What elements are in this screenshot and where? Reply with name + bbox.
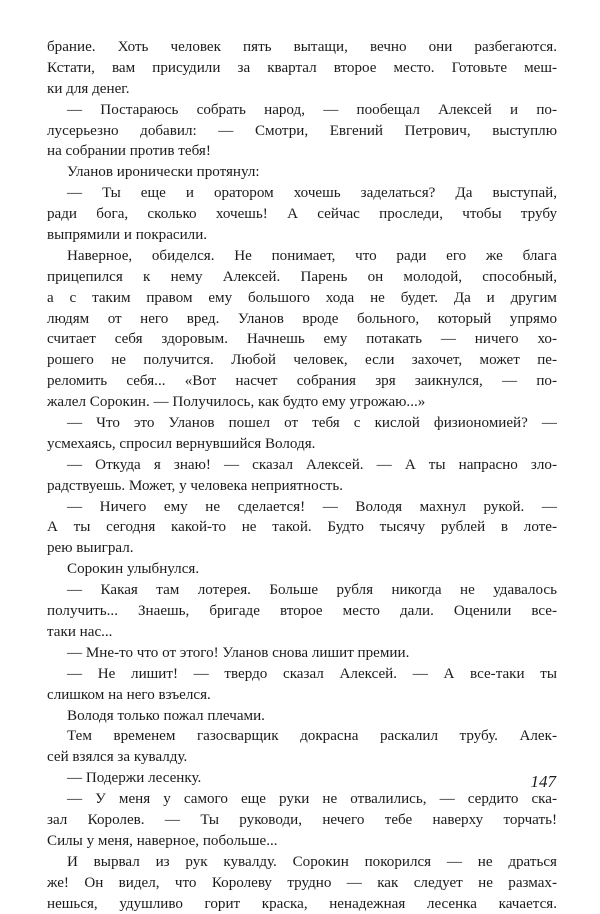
text-line: — Постараюсь собрать народ, — пообещал Алексей и по- [67,101,557,118]
text-line: людям от него вред. Уланов вроде больного, который упрямо [47,310,557,327]
page-number: 147 [530,772,556,791]
text-line: ради бога, сколько хочешь! А сейчас проследи, чтобы трубу [47,206,557,223]
text-line: таки нас... [47,623,113,640]
text-line: ки для денег. [47,80,130,97]
text-line: зал Королев. — Ты руководи, нечего тебе наверху торчать! [47,811,557,828]
text-line: Силы у меня, наверное, побольше... [47,832,278,849]
text-line: Тем временем газосварщик докрасна раскалил трубу. Алек- [67,728,557,745]
text-line: Сорокин улыбнулся. [67,561,200,578]
text-line: И вырвал из рук кувалду. Сорокин покорился — не драться [67,853,557,870]
text-line: А ты сегодня какой-то не такой. Будто тысячу рублей в лоте- [47,519,557,536]
text-line: — Ничего ему не сделается! — Володя махнул рукой. — [67,498,557,515]
text-line: Кстати, вам присудили за квартал второе место. Готовьте меш- [47,59,557,76]
text-line: — Подержи лесенку. [67,770,202,787]
text-line: реломить себя... «Вот насчет собрания зря заикнулся, — по- [47,373,557,390]
text-line: радствуешь. Может, у человека неприятность. [47,477,344,494]
text-line: — У меня у самого еще руки не отвалились, — сердито ска- [67,791,557,808]
text-line: лусерьезно добавил: — Смотри, Евгений Петрович, выступлю [47,122,557,139]
text-line: выпрямили и покрасили. [47,227,208,244]
text-line: получить... Знаешь, бригаде второе место дали. Оценили все- [47,603,557,620]
text-line: — Ты еще и оратором хочешь заделаться? Да выступай, [67,185,557,202]
text-line: прицепился к нему Алексей. Парень он молодой, способный, [47,268,557,285]
text-line: Наверное, обиделся. Не понимает, что ради его же блага [67,247,557,264]
text-line: Володя только пожал плечами. [67,707,265,724]
text-line: брание. Хоть человек пять вытащи, вечно они разбегаются. [47,39,557,55]
text-line: усмехаясь, спросил вернувшийся Володя. [47,435,316,452]
text-line: — Какая там лотерея. Больше рубля никогда не удавалось [67,582,557,599]
page-text [47,37,557,914]
text-line: жалел Сорокин. — Получилось, как будто ему угрожаю...» [47,394,426,411]
text-line: Уланов иронически протянул: [67,164,260,181]
text-line: слишком на него взъелся. [47,686,211,703]
text-line: — Не лишит! — твердо сказал Алексей. — А все-таки ты [67,665,557,682]
text-line: рошего не получится. Любой человек, если захочет, может пе- [47,352,557,369]
text-line: на собрании против тебя! [47,143,211,160]
text-line: нешься, удушливо горит краска, ненадежная лесенка качается. [47,895,557,912]
text-line: рею выиграл. [47,540,134,557]
text-line: а с таким правом ему большого хода не будет. Да и другим [47,289,557,306]
text-line: — Мне-то что от этого! Уланов снова лишит премии. [67,644,410,661]
text-line: — Что это Уланов пошел от тебя с кислой физиономией? — [67,415,557,432]
text-line: — Откуда я знаю! — сказал Алексей. — А ты напрасно зло- [67,456,557,473]
text-line: же! Он видел, что Королеву трудно — как следует не размах- [47,874,557,891]
text-line: сей взялся за кувалду. [47,749,188,766]
text-line: считает себя здоровым. Начнешь ему потакать — ничего хо- [47,331,557,348]
